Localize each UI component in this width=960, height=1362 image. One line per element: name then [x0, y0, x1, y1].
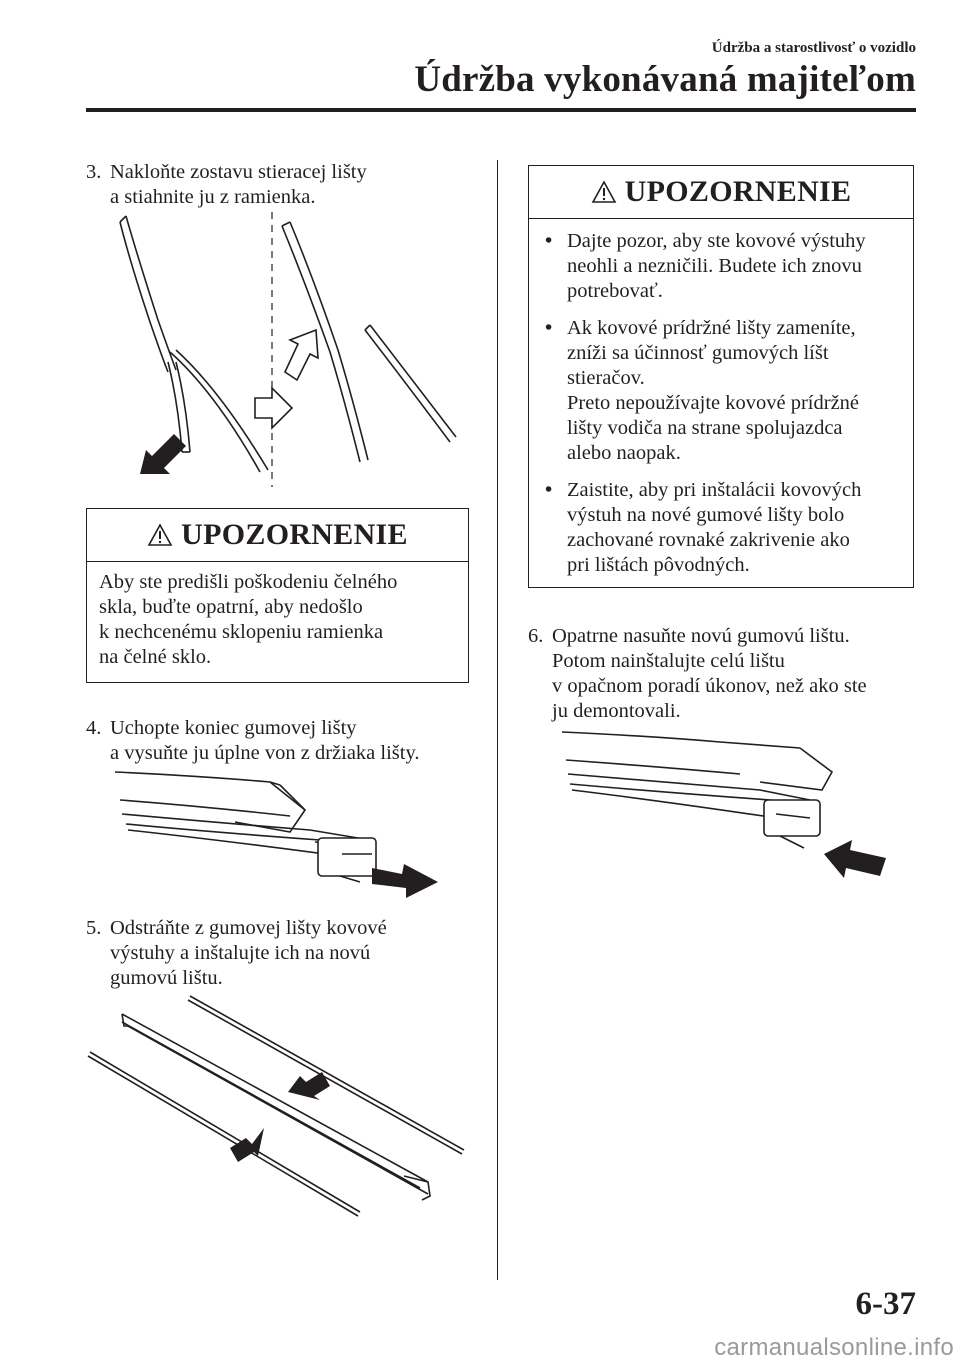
- page-number: 6-37: [855, 1286, 916, 1322]
- warning-body: Aby ste predišli poškodeniu čelného skla, buďte opatrní, aby nedošlo k nechcenému sklopeniu ramienka na čelné sklo.: [99, 571, 398, 668]
- step-6: [528, 624, 928, 728]
- warning-header: [87, 509, 468, 562]
- warning-title: UPOZORNENIE: [624, 175, 852, 208]
- column-divider: [497, 160, 498, 1280]
- step-text: Uchopte koniec gumovej lišty a vysuňte ju úplne von z držiaka lišty.: [110, 717, 420, 764]
- step-5: [86, 916, 486, 994]
- bullet-text: Dajte pozor, aby ste kovové výstuhy neohli a nezničili. Budete ich znovu potrebovať.: [567, 230, 866, 302]
- step-number: 6.: [528, 625, 544, 647]
- step-text: Nakloňte zostavu stieracej lišty a stiahnite ju z ramienka.: [110, 161, 367, 208]
- step-number: 3.: [86, 161, 102, 183]
- header-rule: [86, 108, 916, 112]
- warning-triangle-icon: [147, 523, 173, 547]
- warning-bullet: [541, 478, 903, 578]
- warning-box-left: [86, 508, 469, 683]
- figure-transfer-strips: [88, 996, 468, 1218]
- warning-bullet: [541, 229, 903, 304]
- bullet-text: Ak kovové prídržné lišty zameníte, zníži sa účinnosť gumových líšt stieračov. Preto nepoužívajte kovové prídržné lišty vodiča na strane spolujazdca alebo naopak.: [567, 317, 860, 464]
- bullet-text: Zaistite, aby pri inštalácii kovových výstuh na nové gumové lišty bolo zachované rovnaké zakrivenie ako pri lištách pôvodných.: [567, 479, 862, 576]
- page-header: [0, 0, 960, 120]
- step-4: [86, 716, 486, 768]
- figure-slide-rubber-out: [110, 770, 450, 900]
- step-number: 5.: [86, 917, 102, 939]
- warning-bullets: [529, 219, 913, 578]
- step-number: 4.: [86, 717, 102, 739]
- warning-triangle-icon: [591, 180, 617, 204]
- section-title: Údržba vykonávaná majiteľom: [414, 59, 916, 100]
- bullet-dot: •: [545, 230, 553, 252]
- warning-title: UPOZORNENIE: [181, 518, 408, 551]
- watermark-text: carmanualsonline.info: [714, 1334, 954, 1361]
- bullet-dot: •: [545, 317, 553, 339]
- bullet-dot: •: [545, 479, 553, 501]
- step-text: Opatrne nasuňte novú gumovú lištu. Potom nainštalujte celú lištu v opačnom poradí úkonov, než ako ste ju demontovali.: [552, 625, 867, 722]
- warning-box-right: [528, 165, 914, 588]
- figure-insert-new-rubber: [560, 730, 890, 885]
- warning-bullet: [541, 316, 903, 466]
- section-subtitle: Údržba a starostlivosť o vozidlo: [711, 40, 916, 56]
- step-3: [86, 160, 486, 212]
- warning-header: [529, 166, 913, 219]
- step-text: Odstráňte z gumovej lišty kovové výstuhy a inštalujte ich na novú gumovú lištu.: [110, 917, 387, 989]
- figure-blade-removal: [120, 212, 470, 487]
